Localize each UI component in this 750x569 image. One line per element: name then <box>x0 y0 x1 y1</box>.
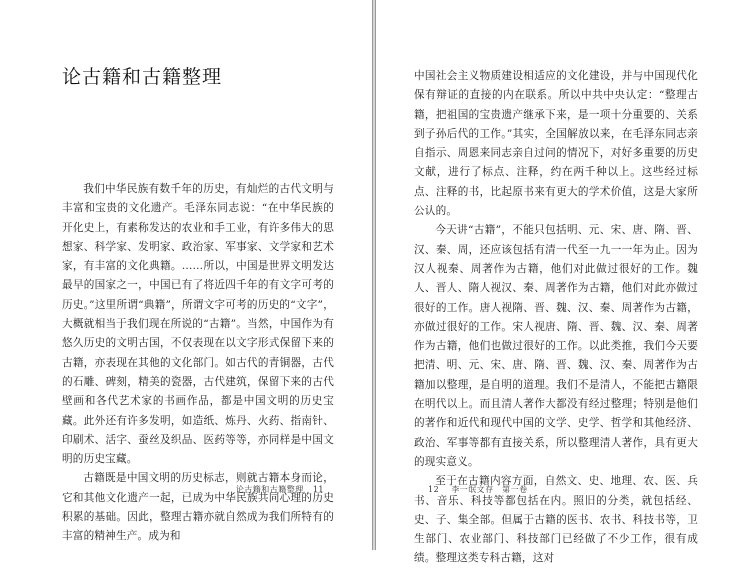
chapter-title: 论古籍和古籍整理 <box>62 66 223 88</box>
paragraph: 中国社会主义物质建设相适应的文化建设，并与中国现代化保有辩证的直接的内在联系。所以中共中央认定：“整理古籍，把祖国的宝贵遗产继承下来，是一项十分重要的、关系到子孙后代的工作。”其实，全国解放以来，在毛泽东同志亲自指示、周恩来同志亲自过问的情况下，对好多重要的历史文献，进行了标点、注释，约在两千种以上。这些经过标点、注释的书，比起原书来有更大的学术价值，这是大家所公认的。 <box>414 70 698 218</box>
paragraph: 我们中华民族有数千年的历史，有灿烂的古代文明与丰富和宝贵的文化遗产。毛泽东同志说：“在中华民族的开化史上，有素称发达的农业和手工业，有许多伟大的思想家、科学家、发明家、政治家、军事家、文学家和艺术家，有丰富的文化典籍。……所以，中国是世界文明发达最早的国家之一，中国已有了将近四千年的有文字可考的历史。”这里所谓“典籍”，所谓文字可考的历史的“文字”，大概就相当于我们现在所说的“古籍”。当然，中国作为有悠久历史的文明古国，不仅表现在以文字形式保留下来的古籍，亦表现在其他的文化部门。如古代的青铜器，古代的石雕、碑刻，精美的瓷器，古代建筑，保留下来的古代壁画和各代艺术家的书画作品，都是中国文明的历史宝藏。此外还有许多发明，如造纸、炼丹、火药、指南针、印刷术、活字、蚕丝及织品、医药等等，亦同样是中国文明的历史宝藏。 <box>62 183 334 466</box>
paragraph: 至于在古籍内容方面，自然文、史、地理、农、医、兵书、音乐、科技等都包括在内。照旧的分类，就包括经、史、子、集全部。但属于古籍的医书、农书、科技书等，卫生部门、农业部门、科技部门已经做了不少工作，很有成绩。整理这类专科古籍，这对 <box>414 475 698 565</box>
left-page <box>0 0 373 550</box>
page-number: 12 <box>428 485 440 494</box>
running-title: 李一氓文存 第一卷 <box>451 485 528 494</box>
right-running-footer <box>428 484 528 495</box>
running-title: 论古籍和古籍整理 <box>235 485 304 494</box>
right-page <box>375 0 750 565</box>
paragraph: 古籍既是中国文明的历史标志，则就古籍本身而论，它和其他文化遗产一起，已成为中华民族共同心理的历史积累的基础。因此，整理古籍亦就自然成为我们所特有的丰富的精神生产。成为和 <box>62 472 334 543</box>
paragraph: 今天讲“古籍”，不能只包括明、元、宋、唐、隋、晋、汉、秦、周，还应该包括有清一代至一九一一年为止。因为汉人视秦、周著作为古籍，他们对此做过很好的工作。魏人、晋人、隋人视汉、秦、周著作为古籍，他们对此亦做过很好的工作。唐人视隋、晋、魏、汉、秦、周著作为古籍，亦做过很好的工作。宋人视唐、隋、晋、魏、汉、秦、周著作为古籍，他们也做过很好的工作。以此类推，我们今天要把清、明、元、宋、唐、隋、晋、魏、汉、秦、周著作为古籍加以整理，是自明的道理。我们不是清人，不能把古籍限在明代以上。而且清人著作大都没有经过整理；特别是他们的著作和近代和现代中国的文学、史学、哲学和其他经济、政治、军事等都有直接关系，所以整理清人著作，具有更大的现实意义。 <box>414 224 698 468</box>
page-number: 11 <box>312 485 324 494</box>
left-running-footer <box>236 484 324 495</box>
